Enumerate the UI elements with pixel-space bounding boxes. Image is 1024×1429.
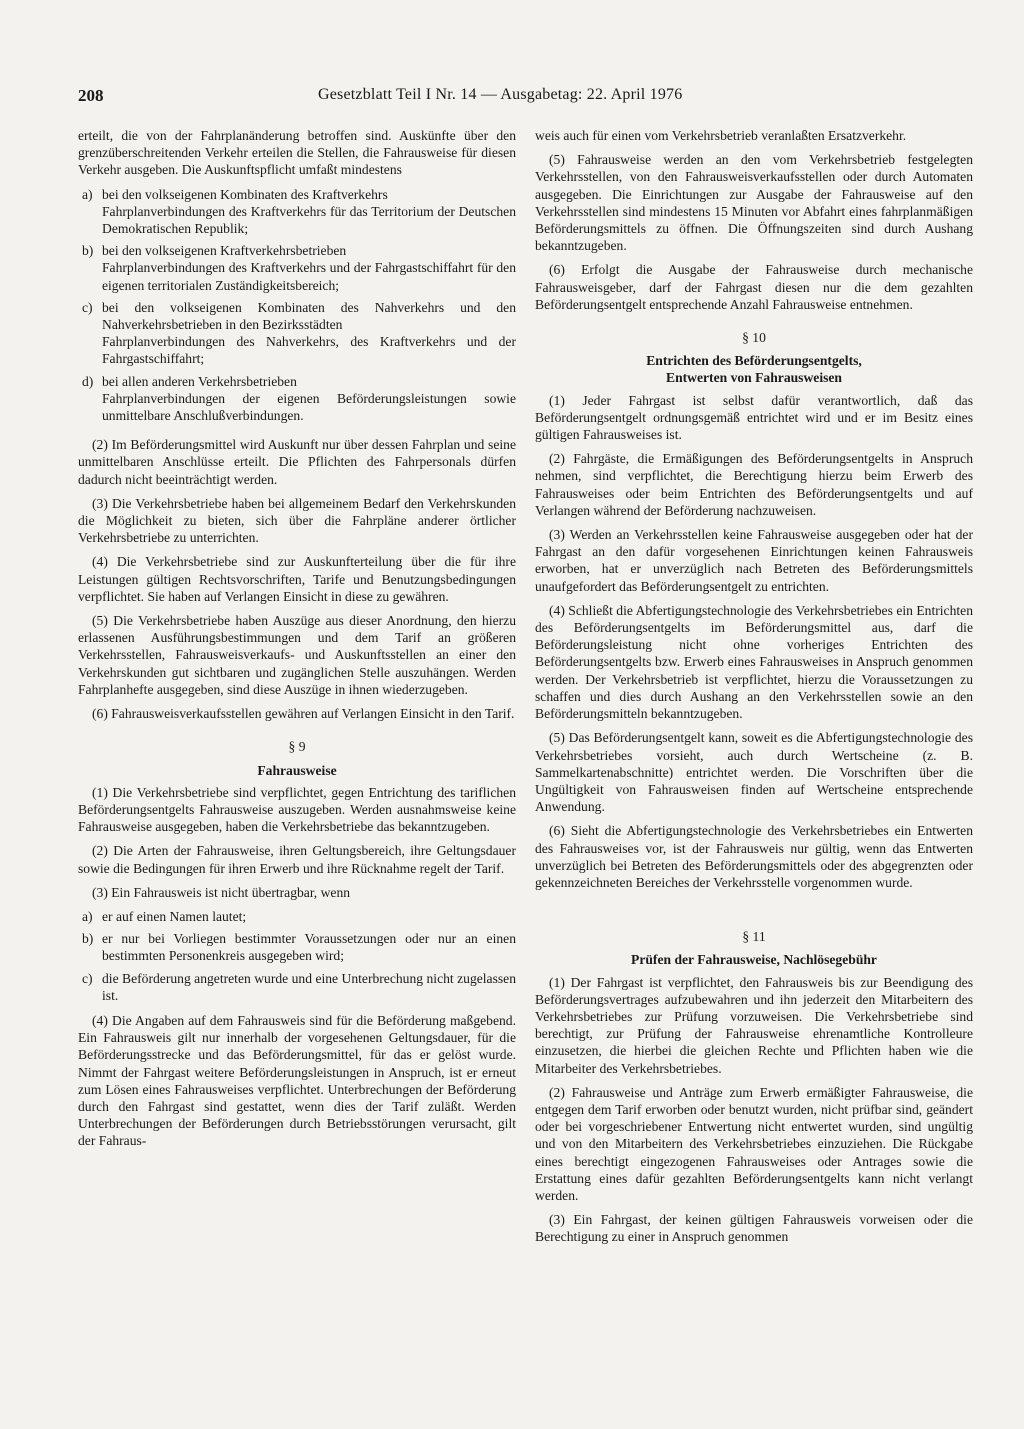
list-item (78, 373, 516, 425)
paragraph: (3) Ein Fahrgast, der keinen gültigen Fahrausweis vorweisen oder die Berechtigung zu einer in Anspruch genommen (535, 1212, 973, 1245)
paragraph: (1) Jeder Fahrgast ist selbst dafür verantwortlich, daß das Beförderungsentgelt ordnungsgemäß entrichtet wird und er im Besitz eines gültigen Fahrausweises ist. (535, 392, 973, 443)
spacer (535, 898, 973, 912)
right-column (535, 127, 973, 1253)
page-number: 208 (78, 86, 104, 105)
list-item (78, 970, 516, 1004)
section-title: Fahrausweise (257, 762, 337, 778)
section-title-line: Entrichten des Beförderungsentgelts, (646, 353, 862, 369)
item-head: bei den volkseigenen Kombinaten des Kraftverkehrs (102, 186, 388, 202)
paragraph: (6) Fahrausweisverkaufsstellen gewähren auf Verlangen Einsicht in den Tarif. (92, 706, 515, 722)
running-title: Gesetzblatt Teil I Nr. 14 — Ausgabetag: 22. April 1976 (318, 86, 683, 103)
paragraph: (2) Fahrgäste, die Ermäßigungen des Beförderungsentgelts in Anspruch nehmen, sind verpflichtet, die Berechtigung hierzu beim Erwerb des Fahrausweises oder beim Entrichten des Beförderungsentgelts und auf Verlangen während der Beförderung nachzuweisen. (535, 451, 973, 518)
paragraph: (5) Die Verkehrsbetriebe haben Auszüge aus dieser Anordnung, den hierzu erlassenen Ausführungsbestimmungen und dem Tarif an größeren Verkehrsstellen, Fahrausweisverkaufs- und Auskunftsstellen an einer den Verkehrskunden gut sichtbaren und zugänglichen Stelle auszuhängen. Werden Fahrplanhefte ausgegeben, sind diese Auszüge in ihnen wiederzugeben. (78, 613, 516, 697)
section-title: Prüfen der Fahrausweise, Nachlösegebühr (631, 952, 877, 968)
item-text: die Beförderung angetreten wurde und eine Unterbrechung nicht zugelassen ist. (102, 970, 516, 1003)
item-head: bei den volkseigenen Kombinaten des Nahverkehrs und den Nahverkehrsbetrieben in den Bezirksstädten (102, 299, 516, 333)
section-title-line: Entwerten von Fahrausweisen (666, 370, 842, 386)
item-label: a) (82, 186, 93, 202)
item-label: c) (82, 299, 93, 315)
list-item (78, 186, 516, 238)
item-label: d) (82, 373, 94, 389)
section-number: § 9 (288, 739, 306, 755)
item-text: er auf einen Namen lautet; (102, 908, 247, 924)
list-item (78, 299, 516, 368)
paragraph: (6) Erfolgt die Ausgabe der Fahrausweise durch mechanische Fahrausweisgeber, darf der Fahrgast diesen nur die dem gezahlten Beförderungsentgelt entsprechende Anzahl Fahrausweise entnehmen. (535, 262, 973, 312)
paragraph: (3) Die Verkehrsbetriebe haben bei allgemeinem Bedarf den Verkehrskunden die Möglichkeit zu bieten, sich über die Fahrpläne anderer örtlicher Verkehrsbetriebe zu unterrichten. (78, 495, 516, 546)
item-text: Fahrplanverbindungen des Kraftverkehrs für das Territorium der Deutschen Demokratischen Republik; (102, 203, 516, 237)
item-label: b) (82, 931, 94, 947)
page-header (78, 86, 958, 108)
paragraph: (4) Die Angaben auf dem Fahrausweis sind für die Beförderung maßgebend. Ein Fahrausweis gilt nur innerhalb der vorgesehenen Geltungsdauer, für die Beförderungsstrecke und das Beförderungsmittel, für das er gelöst wurde. Nimmt der Fahrgast weitere Beförderungsleistungen in Anspruch, ist er erneut zum Lösen eines Fahrausweises verpflichtet. Unterbrechungen der Beförderung durch den Fahrgast sind gestattet, wenn dies der Tarif zuläßt. Werden Unterbrechungen der Beförderungen durch Betriebsstörungen verursacht, gilt der Fahraus- (78, 1012, 516, 1149)
item-label: b) (82, 243, 94, 259)
item-text: Fahrplanverbindungen des Kraftverkehrs und der Fahrgastschiffahrt für den eigenen territorialen Zuständigkeitsbereich; (102, 260, 516, 293)
list-item (78, 930, 516, 964)
item-text: er nur bei Vorliegen bestimmter Voraussetzungen oder nur an einen bestimmten Personenkreis ausgegeben wird; (102, 931, 516, 964)
left-column (78, 127, 516, 1157)
paragraph: (2) Die Arten der Fahrausweise, ihren Geltungsbereich, ihre Geltungsdauer sowie die Bedingungen für ihren Erwerb und ihre Rücknahme regelt der Tarif. (78, 843, 516, 876)
paragraph: (3) Werden an Verkehrsstellen keine Fahrausweise ausgegeben oder hat der Fahrgast an den dafür vorgesehenen Einrichtungen keinen Fahrausweis erworben, hat er unverzüglich nach Betreten des Beförderungsmittels unaufgefordert das Beförderungsentgelt zu entrichten. (535, 527, 973, 594)
paragraph: (2) Im Beförderungsmittel wird Auskunft nur über dessen Fahrplan und seine unmittelbaren Anschlüsse erteilt. Die Pflichten des Fahrpersonals dürfen dadurch nicht beeinträchtigt werden. (78, 437, 516, 487)
section-number: § 11 (742, 929, 766, 945)
paragraph: (1) Der Fahrgast ist verpflichtet, den Fahrausweis bis zur Beendigung des Beförderungsvertrages aufzubewahren und ihn jederzeit den Mitarbeitern des Verkehrsbetriebes zur Prüfung vorzuweisen. Die Verkehrsbetriebe sind berechtigt, zur Prüfung der Fahrausweise ehrenamtliche Kontrolleure einzusetzen, die hierbei die gleichen Rechte und Pflichten haben wie die Mitarbeiter des Verkehrsbetriebes. (535, 974, 973, 1076)
paragraph: (4) Schließt die Abfertigungstechnologie des Verkehrsbetriebes ein Entrichten des Beförderungsentgelts im Beförderungsmittel aus, darf die Beförderungsleistung nicht ohne vorheriges Entrichten des Beförderungsentgelts bzw. Erwerb eines Fahrausweises in Anspruch genommen werden. Der Verkehrsbetrieb ist verpflichtet, hierzu die Voraussetzungen zu schaffen und dies durch Aushang an den Verkehrsstellen sowie an den Beförderungsmitteln bekanntzugeben. (535, 602, 973, 722)
section-number: § 10 (742, 330, 766, 346)
paragraph: (6) Sieht die Abfertigungstechnologie des Verkehrsbetriebes ein Entwerten des Fahrausweises vor, ist der Fahrausweis nur gültig, wenn das Entwerten unverzüglich bei Betreten des Beförderungsmittels oder des abgegrenzten oder gekennzeichneten Bereiches der Verkehrsstelle vorgenommen wurde. (535, 823, 973, 890)
item-label: c) (82, 970, 93, 986)
item-head: bei allen anderen Verkehrsbetrieben (102, 373, 297, 389)
paragraph: (4) Die Verkehrsbetriebe sind zur Auskunfterteilung über die für ihre Leistungen gültigen Rechtsvorschriften, Tarife und Benutzungsbedingungen verpflichtet. Sie haben auf Verlangen Einsicht in diese zu gewähren. (78, 554, 516, 604)
paragraph: (3) Ein Fahrausweis ist nicht übertragbar, wenn (92, 884, 351, 900)
list-item (78, 908, 516, 925)
paragraph: weis auch für einen vom Verkehrsbetrieb veranlaßten Ersatzverkehr. (535, 128, 907, 143)
section-title (535, 352, 973, 386)
paragraph: (5) Fahrausweise werden an den vom Verkehrsbetrieb festgelegten Verkehrsstellen, von den Fahrausweisverkaufsstellen oder durch Automaten ausgegeben. Die Einrichtungen zur Ausgabe der Fahrausweise auf den Verkehrsstellen sind mindestens 15 Minuten vor Abfahrt eines fahrplanmäßigen Beförderungsmittels zu öffnen. Die Öffnungszeiten sind durch Aushang bekanntzugeben. (535, 152, 973, 254)
item-head: bei den volkseigenen Kraftverkehrsbetrieben (102, 243, 347, 259)
paragraph: (1) Die Verkehrsbetriebe sind verpflichtet, gegen Entrichtung des tariflichen Beförderungsentgelts Fahrausweise auszugeben. Werden ausnahmsweise keine Fahrausweise ausgegeben, haben die Verkehrsbetriebe das bekanntzugeben. (78, 784, 516, 835)
paragraph: (2) Fahrausweise und Anträge zum Erwerb ermäßigter Fahrausweise, die entgegen dem Tarif erworben oder benutzt wurden, nicht prüfbar sind, geändert oder bei vorgeschriebener Entwertung nicht entwertet wurden, sind ungültig und von den Mitarbeitern des Verkehrsbetriebes einzuziehen. Die Rückgabe eines berechtigt eingezogenen Fahrausweises oder Antrages sowie die Erstattung eines dafür gezahlten Beförderungsentgelts kann nicht verlangt werden. (535, 1084, 973, 1203)
item-label: a) (82, 908, 93, 924)
paragraph: erteilt, die von der Fahrplanänderung betroffen sind. Auskünfte über den grenzüberschreitenden Verkehr erteilen die Stellen, die Fahrausweise für diesen Verkehr ausgeben. Die Auskunftspflicht umfaßt mindestens (78, 128, 516, 178)
item-text: Fahrplanverbindungen der eigenen Beförderungsleistungen sowie unmittelbare Anschlußverbindungen. (102, 390, 516, 424)
item-text: Fahrplanverbindungen des Nahverkehrs, des Kraftverkehrs und der Fahrgastschiffahrt; (102, 334, 516, 367)
list-item (78, 242, 516, 294)
paragraph: (5) Das Beförderungsentgelt kann, soweit es die Abfertigungstechnologie des Verkehrsbetriebes vorsieht, auch durch Wertscheine (z. B. Sammelkartenabschnitte) entrichtet werden. Die Vorschriften über die Ungültigkeit von Fahrausweisen finden auf Wertscheine entsprechende Anwendung. (535, 730, 973, 815)
